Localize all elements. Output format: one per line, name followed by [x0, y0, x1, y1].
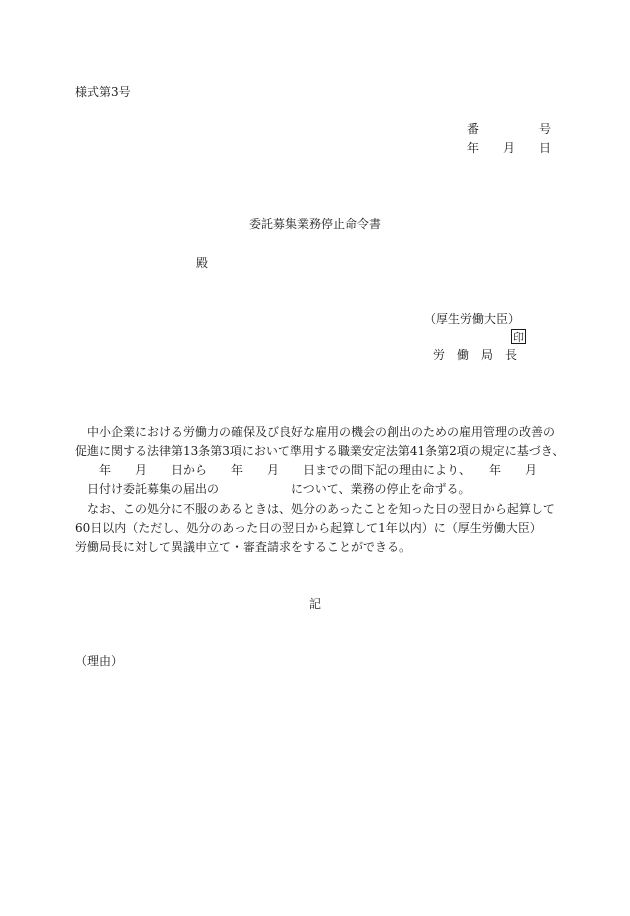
body-line-6: 60日以内（ただし、処分のあった日の翌日から起算して1年以内）に（厚生労働大臣） [75, 521, 542, 535]
seal-mark: 印 [513, 331, 524, 344]
issuer-minister: （厚生労働大臣） [424, 312, 521, 326]
body-line-5: なお、この処分に不服のあるときは、処分のあったことを知った日の翌日から起算して [87, 502, 555, 516]
body-line-3: 年 月 日から 年 月 日までの間下記の理由により、 年 月 [99, 463, 538, 477]
document-number-line: 番 号 [467, 122, 552, 136]
reason-label: （理由） [75, 654, 124, 668]
body-line-4: 日付け委託募集の届出の について、業務の停止を命ずる。 [87, 482, 471, 496]
ki-heading: 記 [309, 597, 322, 611]
body-line-1: 中小企業における労働力の確保及び良好な雇用の機会の創出のための雇用管理の改善の [87, 425, 556, 439]
addressee-suffix: 殿 [196, 256, 209, 270]
issuer-bureau-chief: 労 働 局 長 [433, 348, 518, 362]
form-number: 様式第3号 [75, 85, 131, 99]
body-line-7: 労働局長に対して異議申立て・審査請求をすることができる。 [75, 540, 412, 554]
document-title: 委託募集業務停止命令書 [249, 217, 382, 231]
date-line: 年 月 日 [467, 141, 552, 155]
body-line-2: 促進に関する法律第13条第3項において準用する職業安定法第41条第2項の規定に基づき、 [75, 444, 565, 458]
